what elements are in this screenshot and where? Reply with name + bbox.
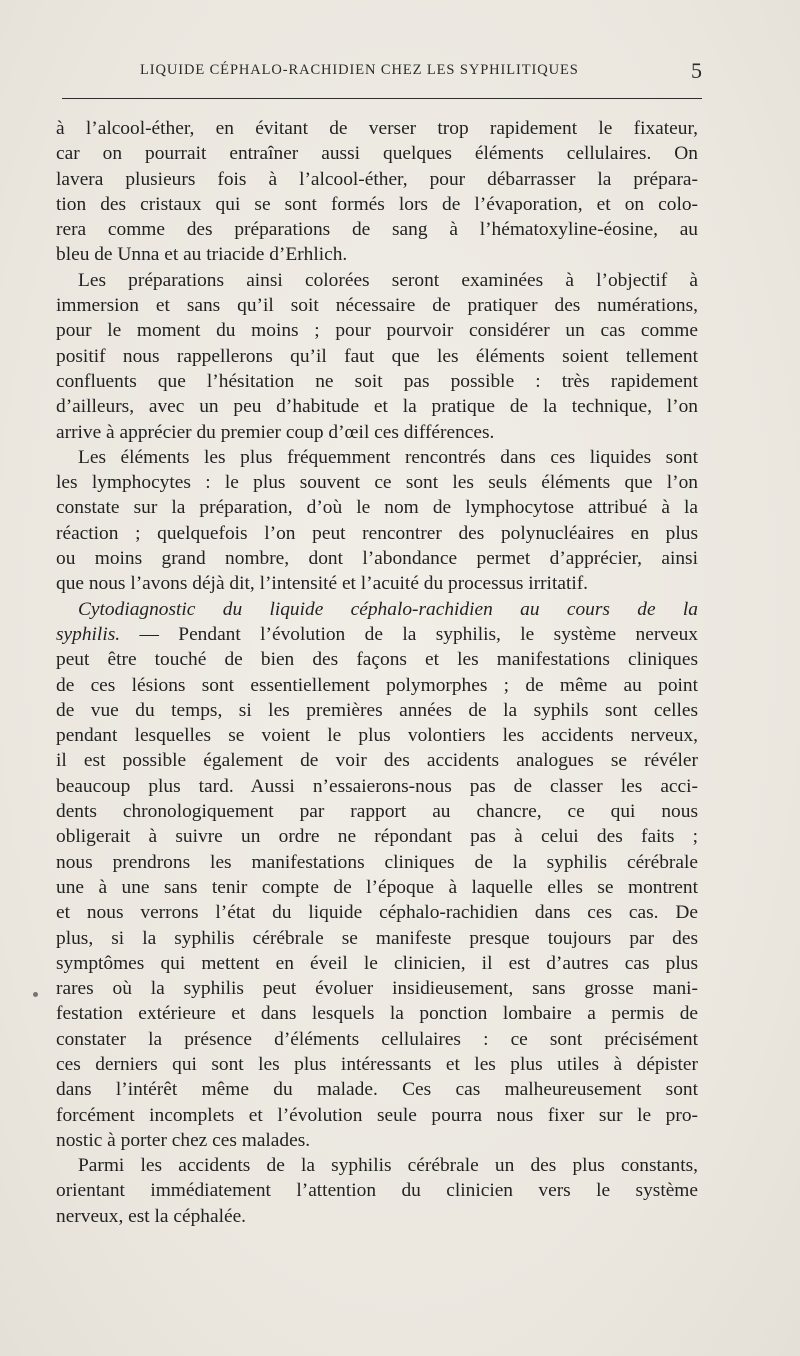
- text-line: [56, 420, 698, 445]
- line-text: car on pourrait entraîner aussi quelques éléments cellulaires. On: [56, 143, 698, 165]
- text-line: [56, 850, 698, 875]
- line-text: Parmi les accidents de la syphilis cérébrale un des plus constants,: [78, 1155, 698, 1177]
- text-line: [56, 1052, 698, 1077]
- line-text: Les éléments les plus fréquemment rencontrés dans ces liquides sont: [78, 446, 698, 468]
- line-text: dents chronologiquement par rapport au chancre, ce qui nous: [56, 801, 698, 823]
- line-text: arrive à apprécier du premier coup d’œil ces différences.: [56, 421, 495, 443]
- line-text: nous prendrons les manifestations cliniques de la syphilis cérébrale: [56, 851, 698, 873]
- text-line: [56, 268, 698, 293]
- line-text: d’ailleurs, avec un peu d’habitude et la pratique de la technique, l’on: [56, 396, 698, 418]
- line-text: forcément incomplets et l’évolution seule pourra nous fixer sur le pro-: [56, 1104, 698, 1126]
- text-line: [56, 571, 698, 596]
- line-text: les lymphocytes : le plus souvent ce sont les seuls éléments que l’on: [56, 472, 698, 494]
- text-line: [56, 242, 698, 267]
- text-line: [56, 723, 698, 748]
- line-text: de ces lésions sont essentiellement polymorphes ; de même au point: [56, 674, 698, 696]
- text-line: [56, 318, 698, 343]
- line-text: lavera plusieurs fois à l’alcool-éther, pour débarrasser la prépara-: [56, 168, 698, 190]
- line-text: et nous verrons l’état du liquide céphalo-rachidien dans ces cas. De: [56, 902, 698, 924]
- text-line: [56, 1103, 698, 1128]
- text-line: [56, 1128, 698, 1153]
- text-line: [56, 217, 698, 242]
- text-line: [56, 900, 698, 925]
- line-text: bleu de Unna et au triacide d’Erhlich.: [56, 244, 348, 266]
- text-line: [56, 673, 698, 698]
- line-text: rera comme des préparations de sang à l’hématoxyline-éosine, au: [56, 219, 698, 241]
- line-text: constate sur la préparation, d’où le nom de lymphocytose attribué à la: [56, 497, 698, 519]
- text-line: [56, 116, 698, 141]
- text-line: [56, 1204, 698, 1229]
- page-number: 5: [691, 58, 702, 83]
- line-text: dans l’intérêt même du malade. Ces cas malheureusement sont: [56, 1079, 698, 1101]
- line-text: positif nous rappellerons qu’il faut que les éléments soient tellement: [56, 345, 698, 367]
- line-text: plus, si la syphilis cérébrale se manifeste presque toujours par des: [56, 927, 698, 949]
- line-text: beaucoup plus tard. Aussi n’essaierons-nous pas de classer les acci-: [56, 775, 698, 797]
- text-line: [56, 369, 698, 394]
- text-line: [56, 470, 698, 495]
- text-line: [56, 698, 698, 723]
- text-line: [56, 976, 698, 1001]
- line-text: confluents que l’hésitation ne soit pas possible : très rapidement: [56, 370, 698, 392]
- running-title: LIQUIDE CÉPHALO-RACHIDIEN CHEZ LES SYPHILITIQUES: [140, 62, 579, 78]
- text-line: [56, 495, 698, 520]
- text-line: [56, 774, 698, 799]
- line-text: constater la présence d’éléments cellulaires : ce sont précisément: [56, 1028, 698, 1050]
- italic-heading: syphilis.: [56, 623, 121, 645]
- text-line: [56, 344, 698, 369]
- line-text: ces derniers qui sont les plus intéressants et les plus utiles à dépister: [56, 1053, 698, 1075]
- line-text: une à une sans tenir compte de l’époque à laquelle elles se montrent: [56, 876, 698, 898]
- text-line: [56, 926, 698, 951]
- line-text: — Pendant l’évolution de la syphilis, le système nerveux: [120, 623, 698, 645]
- text-line: [56, 647, 698, 672]
- text-line: [56, 1001, 698, 1026]
- line-text: réaction ; quelquefois l’on peut rencontrer des polynucléaires en plus: [56, 522, 698, 544]
- running-head: [62, 60, 704, 90]
- line-text: ou moins grand nombre, dont l’abondance permet d’apprécier, ainsi: [56, 548, 698, 570]
- line-text: nostic à porter chez ces malades.: [56, 1129, 311, 1151]
- line-text: rares où la syphilis peut évoluer insidieusement, sans grosse mani-: [56, 978, 698, 1000]
- text-line: [56, 1027, 698, 1052]
- text-line: [56, 748, 698, 773]
- line-text: pendant lesquelles se voient le plus volontiers les accidents nerveux,: [56, 725, 698, 747]
- header-rule: [62, 98, 702, 99]
- text-line: [56, 622, 698, 647]
- line-text: pour le moment du moins ; pour pourvoir considérer un cas comme: [56, 320, 698, 342]
- text-line: [56, 394, 698, 419]
- text-line: [56, 293, 698, 318]
- text-line: [56, 875, 698, 900]
- text-line: [56, 445, 698, 470]
- text-line: [56, 1178, 698, 1203]
- line-text: peut être touché de bien des façons et les manifestations cliniques: [56, 649, 698, 671]
- stray-ink-mark: [33, 992, 38, 997]
- text-line: [56, 951, 698, 976]
- text-line: [56, 597, 698, 622]
- line-text: tion des cristaux qui se sont formés lors de l’évaporation, et on colo-: [56, 193, 698, 215]
- text-line: [56, 192, 698, 217]
- text-line: [56, 799, 698, 824]
- text-line: [56, 824, 698, 849]
- text-line: [56, 141, 698, 166]
- line-text: orientant immédiatement l’attention du clinicien vers le système: [56, 1180, 698, 1202]
- text-line: [56, 521, 698, 546]
- line-text: que nous l’avons déjà dit, l’intensité et l’acuité du processus irritatif.: [56, 573, 589, 595]
- line-text: il est possible également de voir des accidents analogues se révéler: [56, 750, 698, 772]
- line-text: à l’alcool-éther, en évitant de verser trop rapidement le fixateur,: [56, 118, 698, 139]
- line-text: symptômes qui mettent en éveil le clinicien, il est d’autres cas plus: [56, 952, 698, 974]
- line-text: Les préparations ainsi colorées seront examinées à l’objectif à: [78, 269, 698, 291]
- italic-heading: Cytodiagnostic du liquide céphalo-rachidien au cours de la: [78, 598, 698, 620]
- text-line: [56, 167, 698, 192]
- line-text: obligerait à suivre un ordre ne répondant pas à celui des faits ;: [56, 826, 698, 848]
- body-text: [56, 116, 698, 1229]
- line-text: immersion et sans qu’il soit nécessaire de pratiquer des numérations,: [56, 295, 698, 317]
- line-text: festation extérieure et dans lesquels la ponction lombaire a permis de: [56, 1003, 698, 1025]
- line-text: de vue du temps, si les premières années de la syphils sont celles: [56, 699, 698, 721]
- text-line: [56, 546, 698, 571]
- text-line: [56, 1153, 698, 1178]
- line-text: nerveux, est la céphalée.: [56, 1205, 247, 1227]
- text-line: [56, 1077, 698, 1102]
